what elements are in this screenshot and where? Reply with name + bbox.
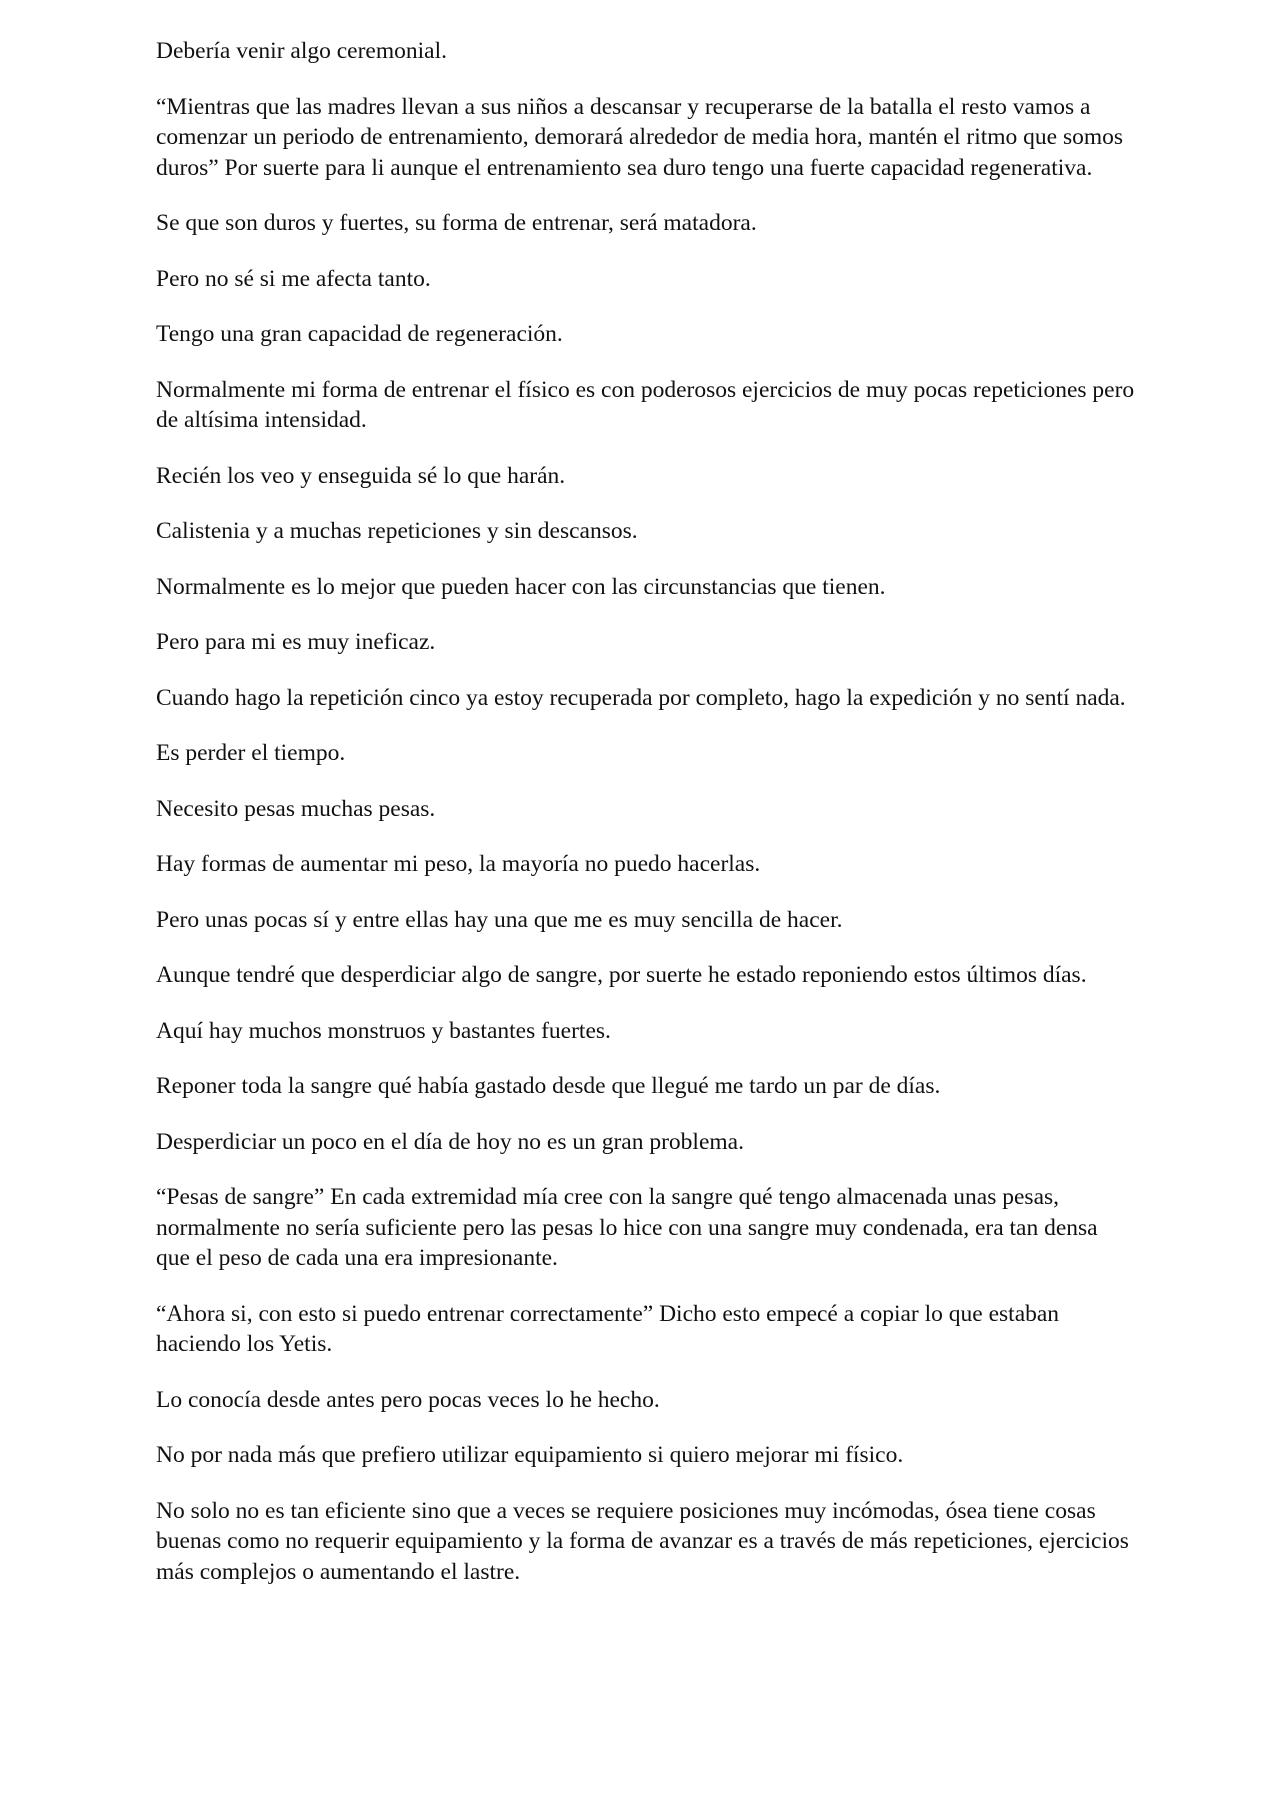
paragraph: Normalmente mi forma de entrenar el físico es con poderosos ejercicios de muy pocas repeticiones pero de altísima intensidad.: [156, 376, 1135, 433]
paragraph: Es perder el tiempo.: [156, 740, 346, 766]
paragraph: Normalmente es lo mejor que pueden hacer con las circunstancias que tienen.: [156, 573, 886, 600]
paragraph: Se que son duros y fuertes, su forma de entrenar, será matadora.: [156, 210, 757, 236]
paragraph: Cuando hago la repetición cinco ya estoy recuperada por completo, hago la expedición y no sentí nada.: [156, 684, 1126, 711]
paragraph: No solo no es tan eficiente sino que a veces se requiere posiciones muy incómodas, ósea tiene cosas buenas como no requerir equipamiento y la forma de avanzar es a través de más repeticiones, ejercicios más complejos o aumentando el lastre.: [156, 1497, 1129, 1585]
document-body: [156, 36, 1136, 1612]
paragraph: Aquí hay muchos monstruos y bastantes fuertes.: [156, 1017, 611, 1044]
paragraph: Pero para mi es muy ineficaz.: [156, 629, 436, 655]
paragraph: Reponer toda la sangre qué había gastado desde que llegué me tardo un par de días.: [156, 1073, 941, 1099]
paragraph: Necesito pesas muchas pesas.: [156, 795, 436, 822]
paragraph: “Ahora si, con esto si puedo entrenar correctamente” Dicho esto empecé a copiar lo que estaban haciendo los Yetis.: [156, 1300, 1060, 1357]
paragraph: Calistenia y a muchas repeticiones y sin descansos.: [156, 518, 638, 544]
paragraph: Tengo una gran capacidad de regeneración.: [156, 321, 563, 347]
paragraph: Lo conocía desde antes pero pocas veces lo he hecho.: [156, 1386, 660, 1413]
paragraph: Pero unas pocas sí y entre ellas hay una que me es muy sencilla de hacer.: [156, 906, 843, 933]
paragraph: Aunque tendré que desperdiciar algo de sangre, por suerte he estado reponiendo estos últimos días.: [156, 962, 1087, 988]
paragraph: Hay formas de aumentar mi peso, la mayoría no puedo hacerlas.: [156, 851, 761, 877]
paragraph: “Pesas de sangre” En cada extremidad mía cree con la sangre qué tengo almacenada unas pesas, normalmente no sería suficiente pero las pesas lo hice con una sangre muy condenada, era tan densa que el peso de cada una era impresionante.: [156, 1184, 1098, 1271]
paragraph: “Mientras que las madres llevan a sus niños a descansar y recuperarse de la batalla el resto vamos a comenzar un periodo de entrenamiento, demorará alrededor de media hora, mantén el ritmo que somos duros” Por suerte para li aunque el entrenamiento sea duro tengo una fuerte capacidad regenerativa.: [156, 93, 1124, 181]
paragraph: No por nada más que prefiero utilizar equipamiento si quiero mejorar mi físico.: [156, 1442, 904, 1468]
paragraph: Desperdiciar un poco en el día de hoy no es un gran problema.: [156, 1128, 744, 1155]
paragraph: Pero no sé si me afecta tanto.: [156, 265, 431, 292]
paragraph: Debería venir algo ceremonial.: [156, 38, 447, 64]
paragraph: Recién los veo y enseguida sé lo que harán.: [156, 462, 566, 489]
